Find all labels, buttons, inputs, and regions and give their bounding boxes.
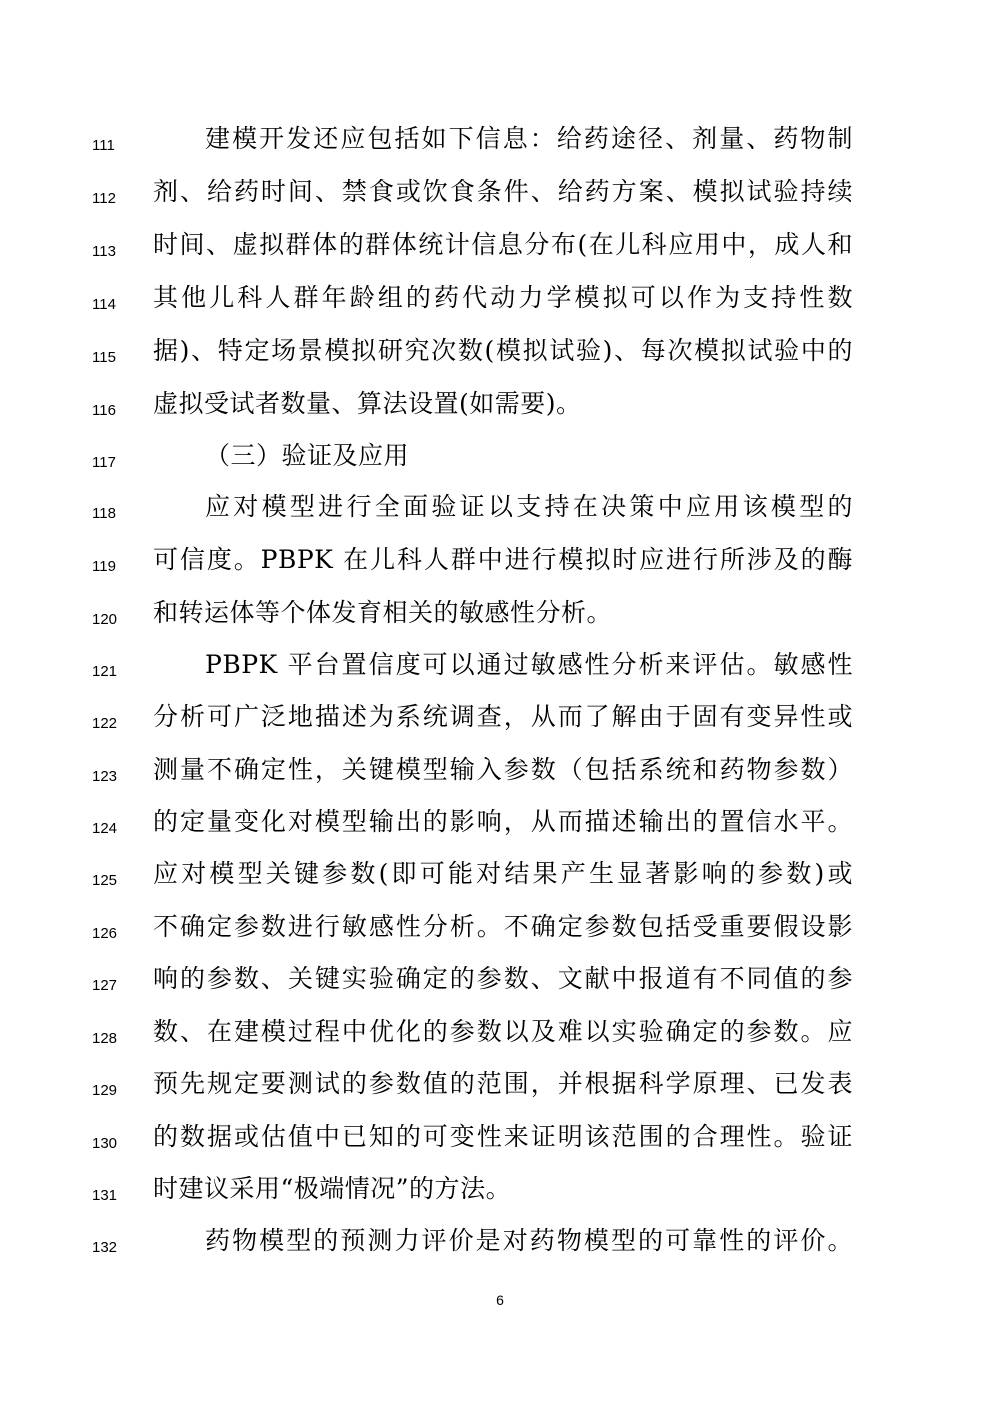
line-number: 120: [92, 611, 118, 628]
line-text: 响的参数、关键实验确定的参数、文献中报道有不同值的参: [153, 964, 853, 993]
line-text: 时建议采用“极端情况”的方法。: [153, 1174, 512, 1203]
document-line: [0, 701, 1000, 753]
line-number: 124: [92, 820, 118, 837]
line-text: 预先规定要测试的参数值的范围，并根据科学原理、已发表: [153, 1069, 853, 1098]
line-number: 121: [92, 663, 118, 680]
section-heading-line: [0, 440, 1000, 492]
document-line: [0, 858, 1000, 910]
line-number: 132: [92, 1239, 118, 1256]
line-text: 据)、特定场景模拟研究次数(模拟试验)、每次模拟试验中的: [153, 336, 853, 365]
line-text: 分析可广泛地描述为系统调查，从而了解由于固有变异性或: [153, 702, 853, 731]
line-text: 应对模型进行全面验证以支持在决策中应用该模型的: [205, 492, 853, 521]
document-line: [0, 1225, 1000, 1277]
line-text: 数、在建模过程中优化的参数以及难以实验确定的参数。应: [153, 1017, 853, 1046]
line-text: 的定量变化对模型输出的影响，从而描述输出的置信水平。: [153, 807, 853, 836]
line-number: 122: [92, 715, 118, 732]
line-number: 128: [92, 1030, 118, 1047]
line-text: 和转运体等个体发育相关的敏感性分析。: [153, 598, 613, 627]
line-text: 不确定参数进行敏感性分析。不确定参数包括受重要假设影: [153, 912, 853, 941]
document-line: [0, 806, 1000, 858]
line-number: 130: [92, 1135, 118, 1152]
line-number: 115: [92, 349, 116, 366]
line-number: 113: [92, 243, 116, 260]
line-number: 117: [92, 454, 116, 471]
document-line: [0, 597, 1000, 649]
line-text: 药物模型的预测力评价是对药物模型的可靠性的评价。: [205, 1226, 853, 1255]
document-line: [0, 963, 1000, 1015]
line-number: 131: [92, 1187, 118, 1204]
line-text: PBPK 平台置信度可以通过敏感性分析来评估。敏感性: [205, 650, 853, 679]
document-line: [0, 1121, 1000, 1173]
document-line: [0, 282, 1000, 334]
line-number: 119: [92, 558, 116, 575]
line-number: 127: [92, 977, 118, 994]
document-line: [0, 388, 1000, 440]
document-line: [0, 1016, 1000, 1068]
document-line: [0, 123, 1000, 175]
line-number: 116: [92, 402, 116, 419]
line-text: 剂、给药时间、禁食或饮食条件、给药方案、模拟试验持续: [153, 177, 853, 206]
document-line: [0, 754, 1000, 806]
line-text: 时间、虚拟群体的群体统计信息分布(在儿科应用中，成人和: [153, 230, 853, 259]
document-line: [0, 1068, 1000, 1120]
document-line: [0, 544, 1000, 596]
line-number: 126: [92, 925, 118, 942]
document-line: [0, 1173, 1000, 1225]
line-text: 的数据或估值中已知的可变性来证明该范围的合理性。验证: [153, 1122, 853, 1151]
line-number: 118: [92, 505, 116, 522]
document-line: [0, 649, 1000, 701]
document-line: [0, 335, 1000, 387]
line-number: 112: [92, 190, 116, 207]
document-line: [0, 176, 1000, 228]
line-number: 114: [92, 296, 116, 313]
line-number: 129: [92, 1082, 118, 1099]
line-text: 其他儿科人群年龄组的药代动力学模拟可以作为支持性数: [153, 283, 853, 312]
document-line: [0, 491, 1000, 543]
line-text: 建模开发还应包括如下信息：给药途径、剂量、药物制: [205, 124, 853, 153]
line-text: 可信度。PBPK 在儿科人群中进行模拟时应进行所涉及的酶: [153, 545, 853, 574]
document-line: [0, 911, 1000, 963]
document-line: [0, 229, 1000, 281]
line-text: 应对模型关键参数(即可能对结果产生显著影响的参数)或: [153, 859, 853, 888]
line-number: 125: [92, 872, 118, 889]
section-heading: （三）验证及应用: [205, 441, 410, 470]
line-number: 111: [92, 137, 115, 154]
line-text: 虚拟受试者数量、算法设置(如需要)。: [153, 389, 582, 418]
line-text: 测量不确定性，关键模型输入参数（包括系统和药物参数）: [153, 755, 853, 784]
page-number: 6: [496, 1292, 504, 1308]
line-number: 123: [92, 768, 118, 785]
